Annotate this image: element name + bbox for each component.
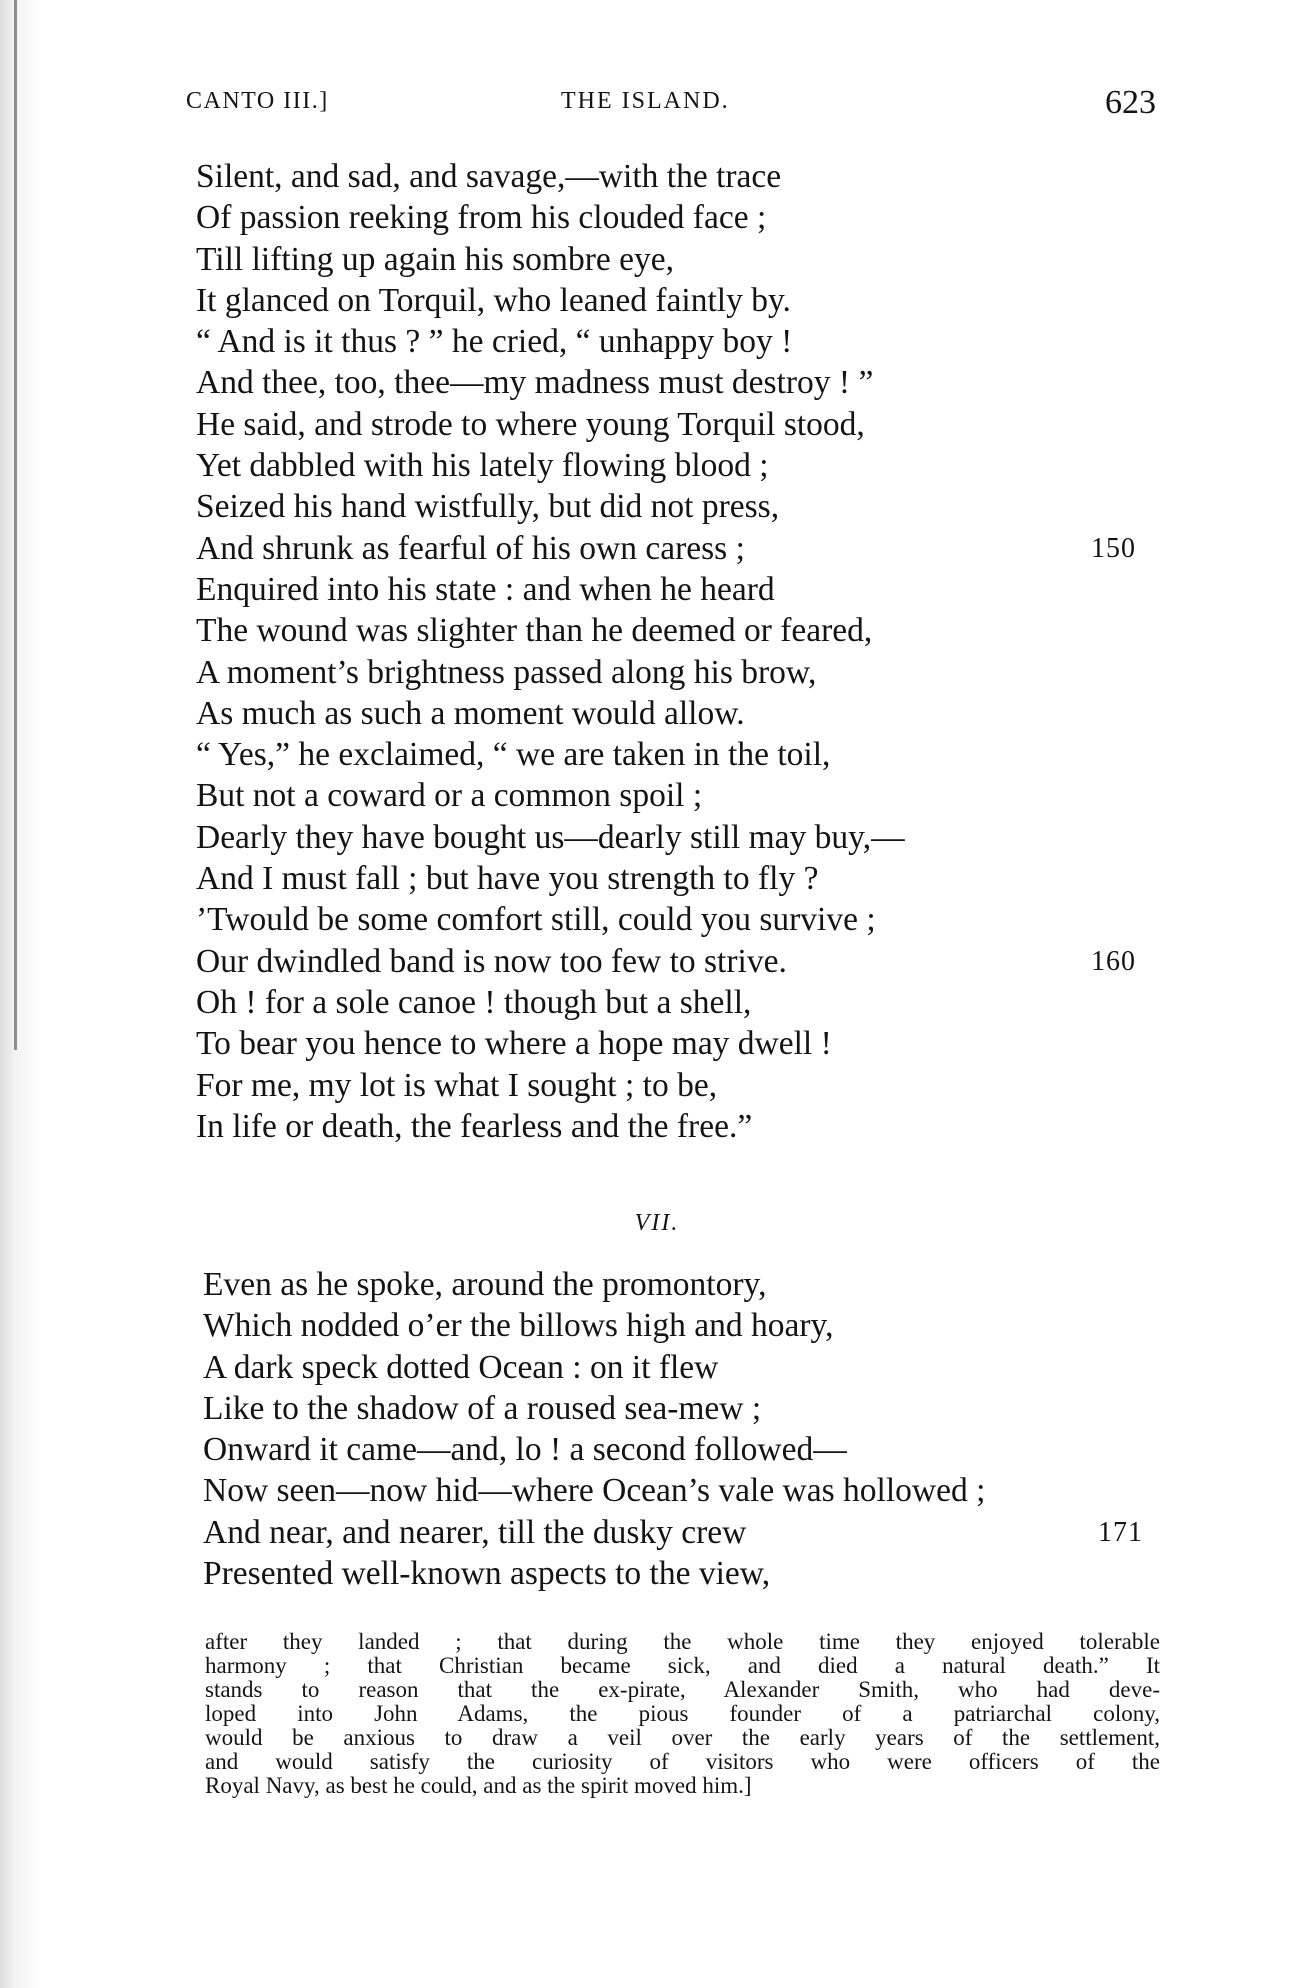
poem-line	[196, 280, 1176, 321]
poem-line	[196, 652, 1176, 693]
poem-line	[196, 1023, 1176, 1064]
poem-line-text: Onward it came—and, lo ! a second followed—	[203, 1431, 847, 1469]
poem-line-text: Of passion reeking from his clouded face ;	[196, 199, 767, 237]
poem-line	[196, 899, 1176, 940]
poem-line-text: And near, and nearer, till the dusky crew	[203, 1513, 747, 1551]
poem-line	[196, 734, 1176, 775]
footnote-line: would be anxious to draw a veil over the early years of the settlement,	[205, 1725, 1160, 1750]
poem-line-text: Silent, and sad, and savage,—with the trace	[196, 158, 782, 195]
poem-line	[203, 1512, 1183, 1553]
poem-line	[203, 1305, 1183, 1346]
poem-line	[203, 1388, 1183, 1429]
footnote-line: and would satisfy the curiosity of visitors who were officers of the	[205, 1749, 1160, 1774]
poem-line-text: A dark speck dotted Ocean : on it flew	[203, 1348, 719, 1386]
poem-line	[203, 1470, 1183, 1511]
poem-line	[203, 1553, 1183, 1594]
poem-line-text: Now seen—now hid—where Ocean’s vale was hollowed ;	[203, 1472, 986, 1510]
footnote-line: after they landed ; that during the whole time they enjoyed tolerable	[205, 1629, 1160, 1654]
poem-line-text: And thee, too, thee—my madness must destroy ! ”	[196, 364, 874, 402]
poem-line	[203, 1429, 1183, 1470]
poem-line	[196, 569, 1176, 610]
poem-stanza-vii	[203, 1264, 1183, 1594]
section-number: VII.	[634, 1210, 680, 1236]
poem-line-text: A moment’s brightness passed along his brow,	[196, 653, 817, 691]
poem-line-text: And I must fall ; but have you strength to fly ?	[196, 860, 819, 898]
poem-line-text: Presented well-known aspects to the view,	[203, 1555, 771, 1593]
poem-line	[196, 445, 1176, 486]
poem-line	[196, 1065, 1176, 1106]
poem-line	[196, 197, 1176, 238]
poem-line	[196, 858, 1176, 899]
page-gutter-shadow	[0, 0, 40, 1988]
poem-line-text: Like to the shadow of a roused sea-mew ;	[203, 1389, 762, 1427]
poem-line	[196, 982, 1176, 1023]
poem-line-text: ’Twould be some comfort still, could you survive ;	[196, 901, 876, 939]
poem-line	[196, 486, 1176, 527]
running-header	[186, 84, 1156, 128]
footnote	[205, 1630, 1160, 1798]
footnote-line: loped into John Adams, the pious founder of a patriarchal colony,	[205, 1701, 1160, 1726]
poem-line-text: Which nodded o’er the billows high and hoary,	[203, 1307, 834, 1345]
poem-stanza-vi	[196, 156, 1176, 1147]
poem-line-text: Oh ! for a sole canoe ! though but a shell,	[196, 983, 752, 1021]
poem-line-text: Yet dabbled with his lately flowing blood ;	[196, 447, 769, 485]
poem-line	[196, 817, 1176, 858]
poem-line	[196, 693, 1176, 734]
poem-line	[203, 1347, 1183, 1388]
poem-line	[196, 528, 1176, 569]
poem-line-text: And shrunk as fearful of his own caress ;	[196, 529, 745, 567]
book-title: THE ISLAND.	[561, 88, 730, 114]
poem-line-text: “ Yes,” he exclaimed, “ we are taken in the toil,	[196, 736, 831, 774]
poem-line	[203, 1264, 1183, 1305]
poem-line-text: The wound was slighter than he deemed or feared,	[196, 612, 873, 650]
poem-line	[196, 362, 1176, 403]
poem-line	[196, 1106, 1176, 1147]
poem-line-text: “ And is it thus ? ” he cried, “ unhappy boy !	[196, 323, 793, 361]
canto-label: CANTO III.]	[186, 88, 329, 114]
poem-line-text: For me, my lot is what I sought ; to be,	[196, 1066, 718, 1104]
poem-line-text: To bear you hence to where a hope may dwell !	[196, 1025, 832, 1063]
poem-line-text: It glanced on Torquil, who leaned faintly by.	[196, 281, 791, 319]
poem-line	[196, 610, 1176, 651]
poem-line	[196, 775, 1176, 816]
poem-line-text: Enquired into his state : and when he heard	[196, 570, 775, 608]
poem-line-text: In life or death, the fearless and the free.”	[196, 1107, 753, 1145]
poem-line	[196, 941, 1176, 982]
poem-line-text: Till lifting up again his sombre eye,	[196, 240, 674, 278]
line-number: 150	[1091, 532, 1136, 564]
poem-line	[196, 321, 1176, 362]
footnote-line: Royal Navy, as best he could, and as the spirit moved him.]	[205, 1773, 752, 1798]
poem-line-text: Seized his hand wistfully, but did not press,	[196, 488, 780, 526]
footnote-line: harmony ; that Christian became sick, and died a natural death.” It	[205, 1653, 1160, 1678]
poem-line-text: But not a coward or a common spoil ;	[196, 777, 703, 815]
poem-line	[196, 239, 1176, 280]
poem-line-text: Our dwindled band is now too few to strive.	[196, 942, 787, 980]
poem-line	[196, 156, 1176, 197]
poem-line-text: Even as he spoke, around the promontory,	[203, 1266, 767, 1303]
line-number: 171	[1098, 1516, 1143, 1548]
poem-line-text: Dearly they have bought us—dearly still may buy,—	[196, 818, 905, 856]
poem-line-text: As much as such a moment would allow.	[196, 694, 745, 732]
line-number: 160	[1091, 945, 1136, 977]
poem-line-text: He said, and strode to where young Torquil stood,	[196, 405, 865, 443]
binding-edge	[14, 0, 17, 1050]
footnote-line: stands to reason that the ex-pirate, Alexander Smith, who had deve-	[205, 1677, 1160, 1702]
poem-line	[196, 404, 1176, 445]
page-number: 623	[1105, 84, 1156, 121]
